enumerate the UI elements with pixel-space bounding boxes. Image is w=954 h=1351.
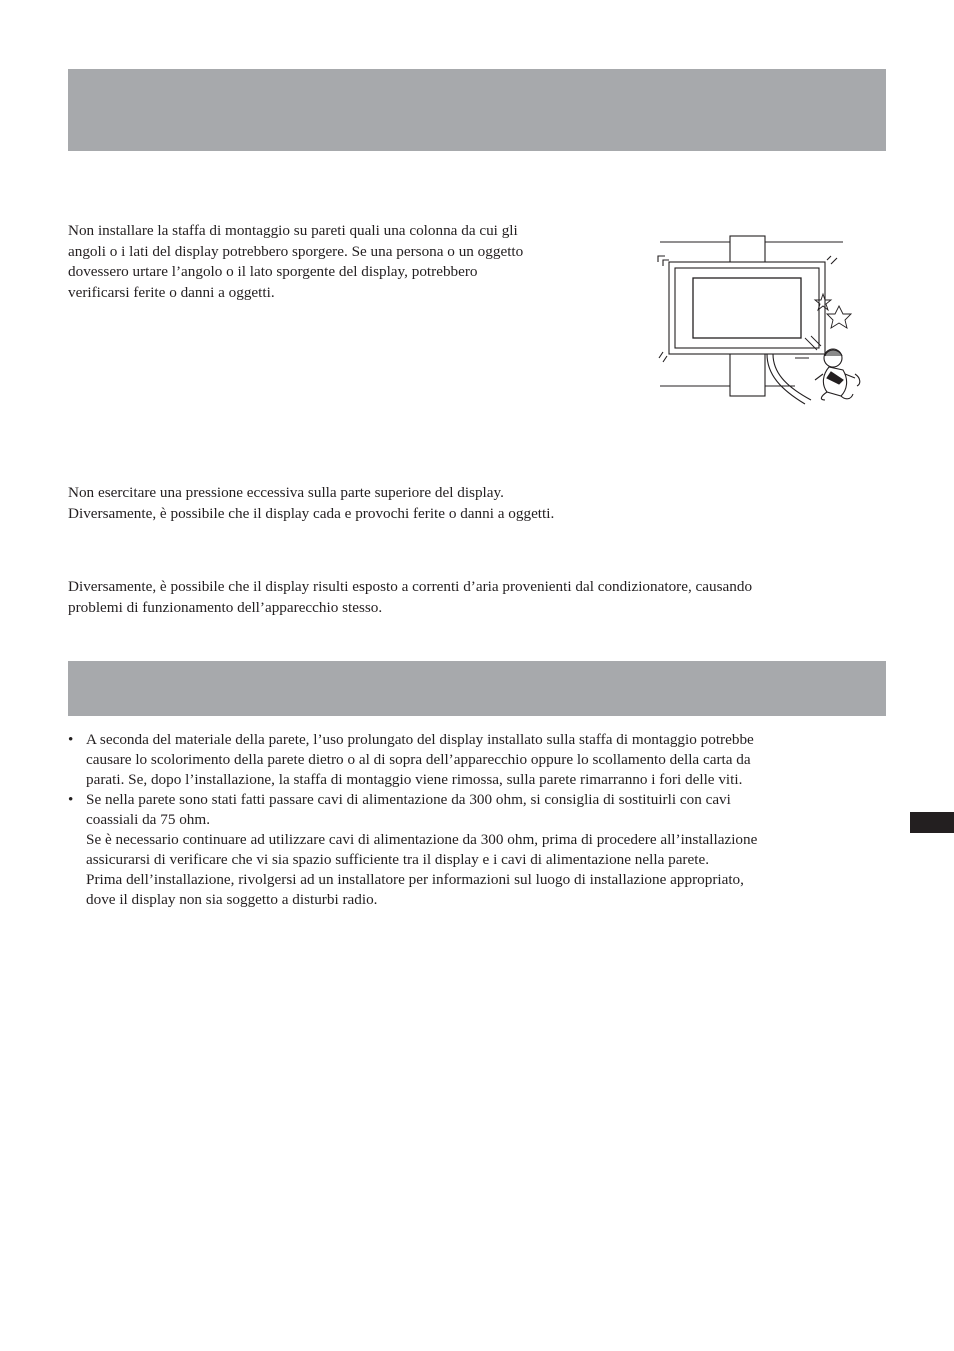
section-header-banner: [68, 69, 886, 151]
bullet-icon: •: [68, 791, 74, 808]
text-line: assicurarsi di verificare che vi sia spazio sufficiente tra il display e i cavi di alimentazione nella parete.: [86, 851, 709, 868]
paragraph-column-warning: [68, 221, 523, 303]
bullet-icon: •: [68, 731, 74, 748]
text-line: verificarsi ferite o danni a oggetti.: [68, 283, 275, 301]
text-line: dove il display non sia soggetto a disturbi radio.: [86, 891, 378, 908]
text-line: Se è necessario continuare ad utilizzare cavi di alimentazione da 300 ohm, prima di procedere all’installazione: [86, 831, 758, 848]
text-line: A seconda del materiale della parete, l’uso prolungato del display installato sulla staffa di montaggio potrebbe: [86, 731, 754, 748]
notes-header-banner: [68, 661, 886, 716]
text-line: Prima dell’installazione, rivolgersi ad un installatore per informazioni sul luogo di installazione appropriato,: [86, 871, 744, 888]
text-line: Diversamente, è possibile che il display risulti esposto a correnti d’aria provenienti dal condizionatore, causando: [68, 578, 753, 595]
text-line: coassiali da 75 ohm.: [86, 811, 211, 828]
protruding-display-illustration: [655, 234, 875, 406]
text-line: Diversamente, è possibile che il display cada e provochi ferite o danni a oggetti.: [68, 504, 555, 522]
paragraph-airflow-warning: [68, 577, 752, 618]
text-line: angoli o i lati del display potrebbero sporgere. Se una persona o un oggetto: [68, 242, 524, 260]
text-line: Non esercitare una pressione eccessiva sulla parte superiore del display.: [68, 484, 504, 501]
language-tab-marker: [910, 812, 954, 833]
text-line: Non installare la staffa di montaggio su pareti quali una colonna da cui gli: [68, 222, 518, 239]
list-item: [68, 730, 757, 790]
notes-list: [68, 730, 757, 910]
text-line: causare lo scolorimento della parete dietro o al di sopra dell’apparecchio oppure lo scollamento della carta da: [86, 751, 751, 768]
paragraph-pressure-warning: [68, 483, 554, 524]
text-line: dovessero urtare l’angolo o il lato sporgente del display, potrebbero: [68, 263, 478, 280]
list-item: [68, 790, 757, 910]
text-line: parati. Se, dopo l’installazione, la staffa di montaggio viene rimossa, sulla parete rimarranno i fori delle viti.: [86, 771, 743, 788]
text-line: Se nella parete sono stati fatti passare cavi di alimentazione da 300 ohm, si consiglia di sostituirli con cavi: [86, 791, 731, 808]
text-line: problemi di funzionamento dell’apparecchio stesso.: [68, 598, 383, 616]
